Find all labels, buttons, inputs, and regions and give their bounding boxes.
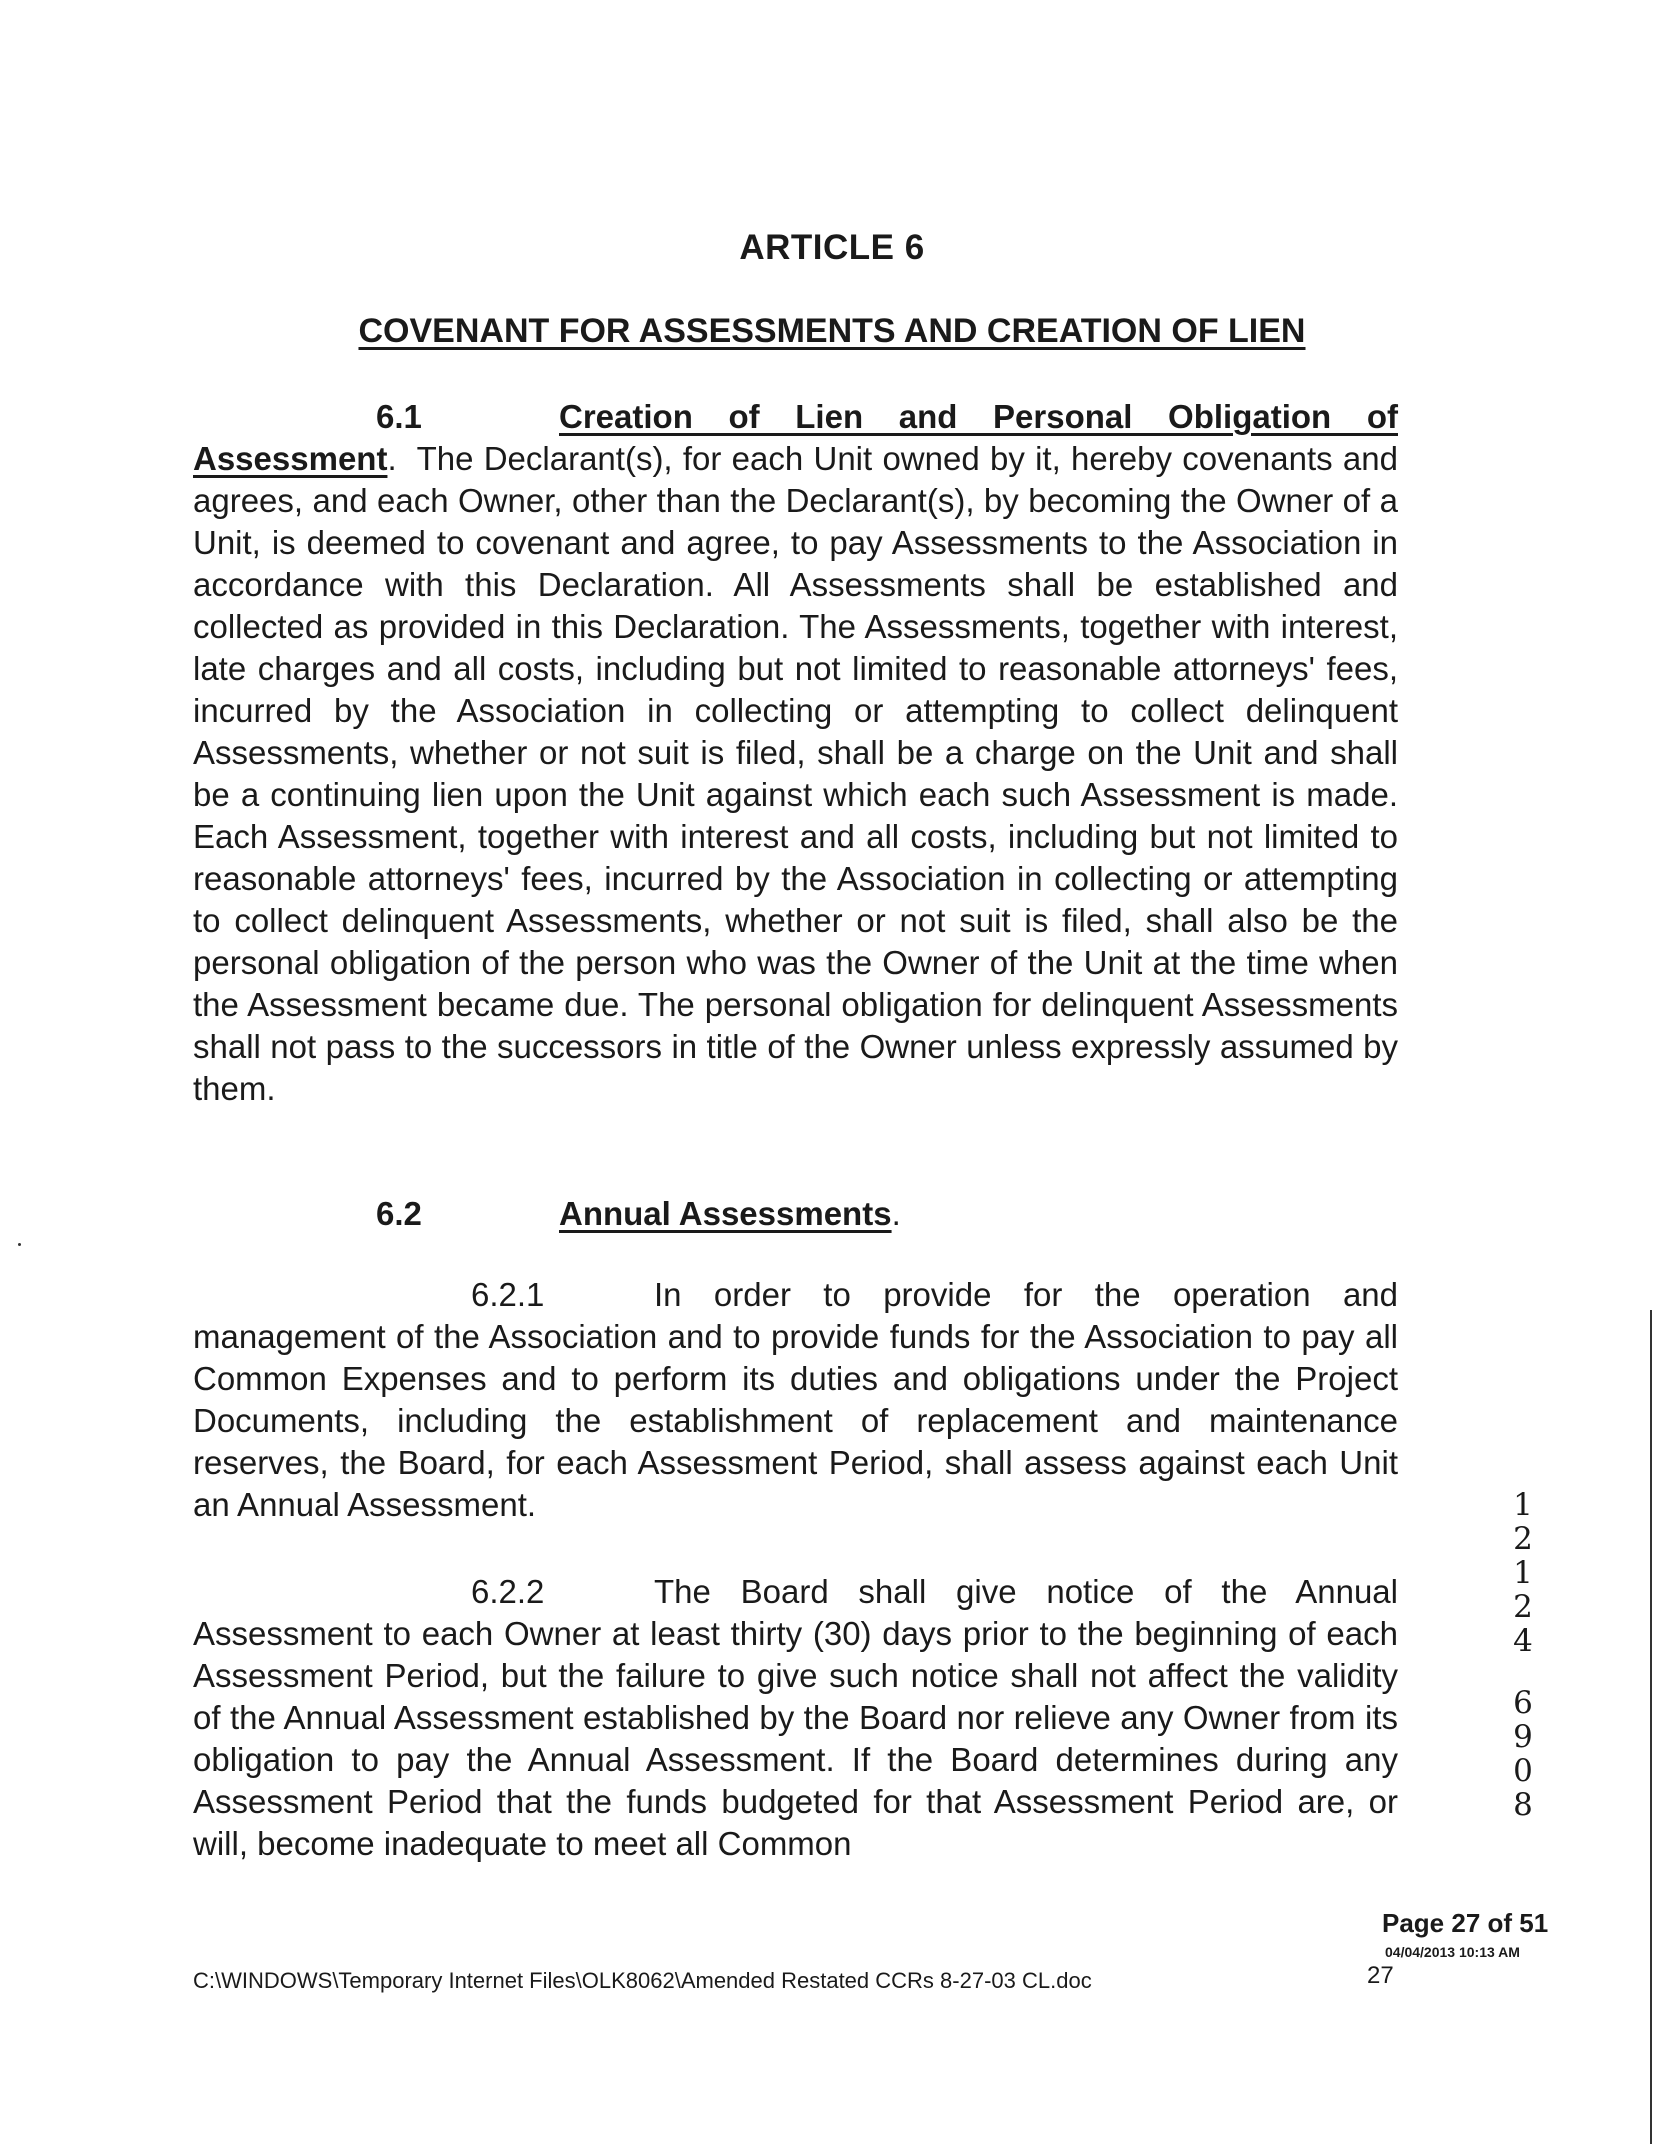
page-number: 27 [1367, 1962, 1394, 1989]
recording-stamp-digit: 1 [1513, 1487, 1533, 1523]
page-edge-line [1650, 1310, 1652, 2144]
recording-stamp-part2 [1508, 1686, 1538, 1822]
section-6-1-number: 6.1 [376, 398, 422, 435]
recording-stamp-part1 [1508, 1488, 1538, 1658]
page-count-label: Page 27 of 51 [1382, 1908, 1549, 1938]
subsection-6-2-2-body: The Board shall give notice of the Annual Assessment to each Owner at least thirty (30) days prior to the beginning of each Assessment Period, but the failure to give such notice shall not affect the validity of the Annual Assessment established by the Board nor relieve any Owner from its obligation to pay the Annual Assessment. If the Board determines during any Assessment Period that the funds budgeted for that Assessment Period are, or will, become inadequate to meet all Common [193, 1573, 1398, 1862]
recording-stamp-digit: 9 [1513, 1719, 1533, 1755]
section-6-2-heading: 6.2 Annual Assessments. [376, 1193, 901, 1235]
section-6-1-paragraph: 6.1 Creation of Lien and Personal Obligation of Assessment. The Declarant(s), for each Unit owned by it, hereby covenants and agrees, and each Owner, other than the Declarant(s), by becoming the Owner of a Unit, is deemed to covenant and agree, to pay Assessments to the Association in accordance with this Declaration. All Assessments shall be established and collected as provided in this Declaration. The Assessments, together with interest, late charges and all costs, including but not limited to reasonable attorneys' fees, incurred by the Association in collecting or attempting to collect delinquent Assessments, whether or not suit is filed, shall be a charge on the Unit and shall be a continuing lien upon the Unit against which each such Assessment is made. Each Assessment, together with interest and all costs, including but not limited to reasonable attorneys' fees, incurred by the Association in collecting or attempting to collect delinquent Assessments, whether or not suit is filed, shall also be the personal obligation of the person who was the Owner of the Unit at the time when the Assessment became due. The personal obligation for delinquent Assessments shall not pass to the successors in title of the Owner unless expressly assumed by them. [193, 398, 1398, 1107]
article-title-text: COVENANT FOR ASSESSMENTS AND CREATION OF LIEN [358, 312, 1306, 350]
section-6-1-body: The Declarant(s), for each Unit owned by it, hereby covenants and agrees, and each Owner, other than the Declarant(s), by becoming the Owner of a Unit, is deemed to covenant and agree, to pay Assessments to the Association in accordance with this Declaration. All Assessments shall be established and collected as provided in this Declaration. The Assessments, together with interest, late charges and all costs, including but not limited to reasonable attorneys' fees, incurred by the Association in collecting or attempting to collect delinquent Assessments, whether or not suit is filed, shall be a charge on the Unit and shall be a continuing lien upon the Unit against which each such Assessment is made. Each Assessment, together with interest and all costs, including but not limited to reasonable attorneys' fees, incurred by the Association in collecting or attempting to collect delinquent Assessments, whether or not suit is filed, shall also be the personal obligation of the person who was the Owner of the Unit at the time when the Assessment became due. The personal obligation for delinquent Assessments shall not pass to the successors in title of the Owner unless expressly assumed by them. [193, 440, 1398, 1107]
print-timestamp: 04/04/2013 10:13 AM [1385, 1944, 1520, 1960]
subsection-6-2-1-body: In order to provide for the operation and management of the Association and to provide funds for the Association to pay all Common Expenses and to perform its duties and obligations under the Project Documents, including the establishment of replacement and maintenance reserves, the Board, for each Assessment Period, shall assess against each Unit an Annual Assessment. [193, 1276, 1398, 1523]
section-6-2-number: 6.2 [376, 1195, 422, 1232]
subsection-6-2-2-number: 6.2.2 [471, 1573, 545, 1610]
section-6-2-title: Annual Assessments [559, 1195, 892, 1232]
recording-stamp-digit: 1 [1513, 1555, 1533, 1591]
section-6-1-title: Creation of Lien and Personal Obligation of Assessment [193, 398, 1398, 477]
article-title [0, 312, 1664, 351]
file-path: C:\WINDOWS\Temporary Internet Files\OLK8062\Amended Restated CCRs 8-27-03 CL.doc [193, 1968, 1092, 1993]
subsection-6-2-2-paragraph [193, 1571, 1398, 1865]
recording-stamp-digit: 0 [1513, 1753, 1533, 1789]
scan-speck [18, 1243, 21, 1246]
recording-stamp-digit: 2 [1513, 1521, 1533, 1557]
recording-stamp-digit: 8 [1513, 1787, 1533, 1823]
recording-stamp-digit: 6 [1513, 1685, 1533, 1721]
subsection-6-2-1-paragraph [193, 1274, 1398, 1526]
recording-stamp-digit: 4 [1513, 1623, 1533, 1659]
article-heading: ARTICLE 6 [739, 228, 925, 267]
recording-stamp-digit: 2 [1513, 1589, 1533, 1625]
subsection-6-2-1-number: 6.2.1 [471, 1276, 545, 1313]
